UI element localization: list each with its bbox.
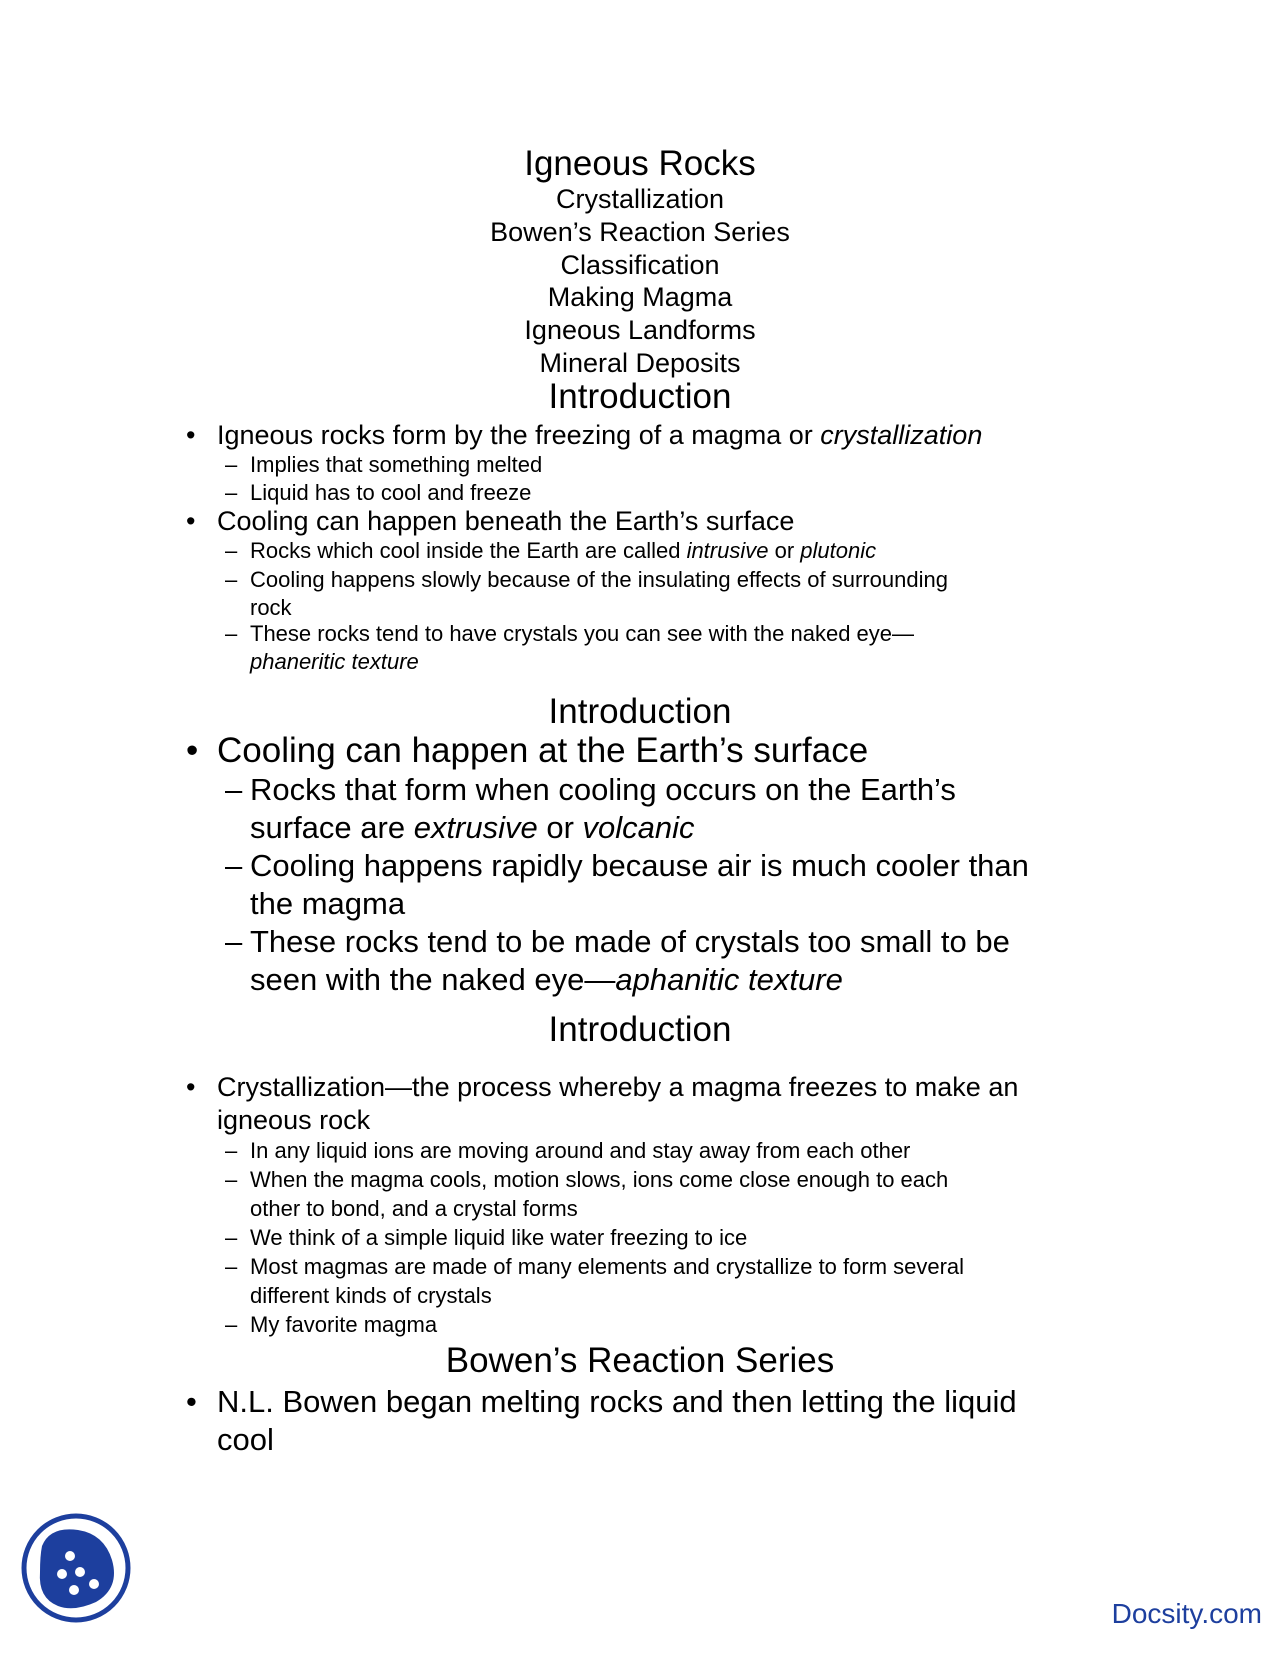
sub-bullet-item: – Rocks which cool inside the Earth are called intrusive or plutonic <box>225 538 877 563</box>
topic-line: Crystallization <box>555 184 725 214</box>
sub-bullet-continuation: phaneritic texture <box>250 649 419 674</box>
sub-bullet-item: – We think of a simple liquid like water freezing to ice <box>225 1225 748 1250</box>
page-title: Igneous Rocks <box>524 144 756 183</box>
topic-line: Classification <box>560 250 720 280</box>
sub-bullet-continuation: surface are extrusive or volcanic <box>250 810 695 845</box>
bullet-item: • Crystallization—the process whereby a magma freezes to make an <box>186 1072 1019 1102</box>
sub-bullet-item: – These rocks tend to have crystals you can see with the naked eye— <box>225 621 915 646</box>
sub-bullet-item: – In any liquid ions are moving around and stay away from each other <box>225 1138 911 1163</box>
topic-line: Making Magma <box>547 282 733 312</box>
bullet-item: • Cooling can happen beneath the Earth’s surface <box>186 506 795 536</box>
topic-line: Bowen’s Reaction Series <box>490 217 790 247</box>
sub-bullet-continuation: different kinds of crystals <box>250 1283 492 1308</box>
sub-bullet-continuation: other to bond, and a crystal forms <box>250 1196 578 1221</box>
sub-bullet-item: – Most magmas are made of many elements and crystallize to form several <box>225 1254 965 1279</box>
sub-bullet-item: – When the magma cools, motion slows, ions come close enough to each <box>225 1167 949 1192</box>
sub-bullet-item: – Rocks that form when cooling occurs on the Earth’s <box>225 772 956 807</box>
sub-bullet-item: – Cooling happens slowly because of the insulating effects of surrounding <box>225 567 948 592</box>
sub-bullet-item: – Liquid has to cool and freeze <box>225 480 532 505</box>
docsity-brand-link[interactable]: Docsity.com <box>1111 1598 1262 1629</box>
topic-line: Igneous Landforms <box>524 315 756 345</box>
bullet-item: • Cooling can happen at the Earth’s surface <box>186 731 869 770</box>
section-heading: Bowen’s Reaction Series <box>445 1341 835 1380</box>
sub-bullet-item: – Implies that something melted <box>225 452 543 477</box>
sub-bullet-item: – Cooling happens rapidly because air is much cooler than <box>225 848 1029 883</box>
section-heading: Introduction <box>548 692 732 731</box>
sub-bullet-continuation: rock <box>250 595 292 620</box>
section-heading: Introduction <box>548 1010 732 1049</box>
bullet-item: • N.L. Bowen began melting rocks and then letting the liquid <box>186 1384 1017 1419</box>
topic-line: Mineral Deposits <box>539 348 741 378</box>
bullet-glyph: • <box>186 420 196 450</box>
sub-bullet-continuation: seen with the naked eye—aphanitic texture <box>250 962 843 997</box>
sub-bullet-item: – My favorite magma <box>225 1312 438 1337</box>
bullet-continuation: cool <box>217 1422 274 1457</box>
bullet-continuation: igneous rock <box>217 1105 371 1135</box>
section-heading: Introduction <box>548 377 732 416</box>
docsity-logo-icon <box>20 1512 132 1624</box>
bullet-item: • Igneous rocks form by the freezing of a magma or crystallization <box>186 420 983 450</box>
sub-bullet-continuation: the magma <box>250 886 406 921</box>
sub-bullet-item: – These rocks tend to be made of crystals too small to be <box>225 924 1010 959</box>
